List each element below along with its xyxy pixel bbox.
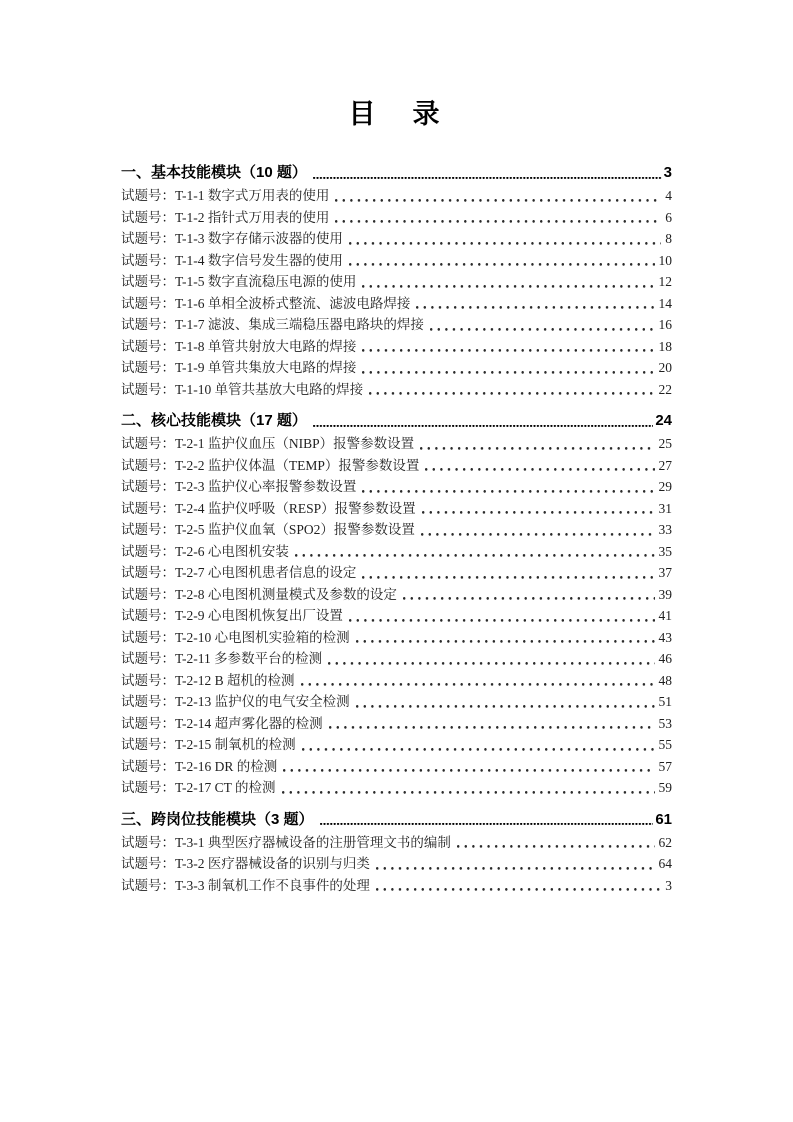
entry-label: 试题号：T-2-8 心电图机测量模式及参数的设定 bbox=[121, 586, 397, 602]
entry-label: 试题号：T-2-13 监护仪的电气安全检测 bbox=[121, 694, 350, 709]
page-content bbox=[121, 0, 672, 896]
toc-entry[interactable] bbox=[121, 293, 672, 315]
toc-entry[interactable] bbox=[121, 562, 672, 584]
entry-page-number: 37 bbox=[658, 565, 672, 580]
entry-page-number: 27 bbox=[658, 457, 672, 473]
entry-page-number: 43 bbox=[658, 629, 672, 645]
dot-leader bbox=[356, 627, 655, 649]
dot-leader bbox=[295, 541, 655, 563]
toc-entry[interactable] bbox=[121, 314, 672, 336]
toc-entry[interactable] bbox=[121, 853, 672, 875]
section-heading-label: 二、核心技能模块（17 题） bbox=[121, 412, 307, 429]
toc-entry[interactable] bbox=[121, 670, 672, 692]
toc-entry[interactable] bbox=[121, 185, 672, 207]
entry-label: 试题号：T-2-15 制氧机的检测 bbox=[121, 737, 296, 752]
entry-label: 试题号：T-2-2 监护仪体温（TEMP）报警参数设置 bbox=[121, 457, 420, 473]
toc-entry[interactable] bbox=[121, 584, 672, 606]
entry-page-number: 53 bbox=[658, 715, 672, 731]
entry-page-number: 33 bbox=[658, 522, 672, 537]
toc-entry[interactable] bbox=[121, 271, 672, 293]
dot-leader bbox=[302, 734, 655, 756]
dot-leader bbox=[362, 336, 654, 358]
dot-leader bbox=[320, 808, 654, 832]
entry-page-number: 62 bbox=[658, 834, 672, 850]
entry-page-number: 59 bbox=[658, 780, 672, 795]
entry-label: 试题号：T-1-4 数字信号发生器的使用 bbox=[121, 252, 343, 268]
dot-leader bbox=[457, 832, 655, 854]
entry-page-number: 14 bbox=[658, 295, 672, 311]
entry-page-number: 20 bbox=[658, 360, 672, 375]
dot-leader bbox=[313, 161, 662, 185]
entry-label: 试题号：T-1-8 单管共射放大电路的焊接 bbox=[121, 338, 357, 354]
entry-page-number: 16 bbox=[658, 317, 672, 332]
toc-entry[interactable] bbox=[121, 379, 672, 401]
toc-entry[interactable] bbox=[121, 734, 672, 756]
entry-label: 试题号：T-1-6 单相全波桥式整流、滤波电路焊接 bbox=[121, 295, 411, 311]
entry-page-number: 35 bbox=[658, 543, 672, 559]
dot-leader bbox=[349, 228, 661, 250]
toc-section bbox=[121, 409, 672, 799]
dot-leader bbox=[369, 379, 654, 401]
toc-entry[interactable] bbox=[121, 357, 672, 379]
dot-leader bbox=[335, 207, 661, 229]
dot-leader bbox=[362, 562, 654, 584]
toc-entry[interactable] bbox=[121, 832, 672, 854]
toc-entry[interactable] bbox=[121, 207, 672, 229]
entry-label: 试题号：T-1-9 单管共集放大电路的焊接 bbox=[121, 360, 357, 375]
toc-entry[interactable] bbox=[121, 713, 672, 735]
entry-page-number: 31 bbox=[658, 500, 672, 516]
dot-leader bbox=[420, 433, 654, 455]
entry-page-number: 57 bbox=[658, 758, 672, 774]
toc-entry[interactable] bbox=[121, 541, 672, 563]
toc-section bbox=[121, 161, 672, 400]
toc-entry[interactable] bbox=[121, 476, 672, 498]
entry-page-number: 51 bbox=[658, 694, 672, 709]
dot-leader bbox=[376, 875, 661, 897]
entry-label: 试题号：T-2-16 DR 的检测 bbox=[121, 758, 278, 774]
dot-leader bbox=[362, 476, 654, 498]
entry-page-number: 48 bbox=[658, 672, 672, 688]
entry-label: 试题号：T-2-12 B 超机的检测 bbox=[121, 672, 295, 688]
dot-leader bbox=[422, 498, 655, 520]
entry-label: 试题号：T-2-4 监护仪呼吸（RESP）报警参数设置 bbox=[121, 500, 416, 516]
entry-label: 试题号：T-2-17 CT 的检测 bbox=[121, 780, 276, 795]
entry-label: 试题号：T-1-1 数字式万用表的使用 bbox=[121, 188, 330, 203]
dot-leader bbox=[283, 756, 654, 778]
entry-page-number: 6 bbox=[665, 209, 672, 225]
dot-leader bbox=[430, 314, 655, 336]
entry-label: 试题号：T-3-1 典型医疗器械设备的注册管理文书的编制 bbox=[121, 834, 451, 850]
dot-leader bbox=[349, 605, 655, 627]
entry-label: 试题号：T-2-14 超声雾化器的检测 bbox=[121, 715, 323, 731]
toc-section bbox=[121, 808, 672, 897]
entry-page-number: 25 bbox=[658, 436, 672, 451]
entry-page-number: 55 bbox=[658, 737, 672, 752]
entry-page-number: 46 bbox=[658, 651, 672, 666]
entry-page-number: 29 bbox=[658, 479, 672, 494]
toc-entry[interactable] bbox=[121, 498, 672, 520]
entry-label: 试题号：T-2-7 心电图机患者信息的设定 bbox=[121, 565, 357, 580]
entry-label: 试题号：T-1-3 数字存储示波器的使用 bbox=[121, 231, 343, 246]
toc-entry[interactable] bbox=[121, 336, 672, 358]
section-heading[interactable] bbox=[121, 409, 672, 433]
entry-page-number: 10 bbox=[658, 252, 672, 268]
entry-label: 试题号：T-2-9 心电图机恢复出厂设置 bbox=[121, 608, 343, 623]
entry-page-number: 12 bbox=[658, 274, 672, 289]
dot-leader bbox=[328, 648, 654, 670]
entry-label: 试题号：T-1-7 滤波、集成三端稳压器电路块的焊接 bbox=[121, 317, 424, 332]
section-page-number: 24 bbox=[655, 412, 672, 429]
section-heading[interactable] bbox=[121, 808, 672, 832]
toc-entry[interactable] bbox=[121, 691, 672, 713]
page-title: 目 录 bbox=[348, 99, 445, 129]
toc-entry[interactable] bbox=[121, 777, 672, 799]
entry-label: 试题号：T-2-5 监护仪血氧（SPO2）报警参数设置 bbox=[121, 522, 415, 537]
entry-page-number: 8 bbox=[665, 231, 672, 246]
toc-entry[interactable] bbox=[121, 756, 672, 778]
entry-page-number: 18 bbox=[658, 338, 672, 354]
dot-leader bbox=[421, 519, 655, 541]
section-heading-label: 一、基本技能模块（10 题） bbox=[121, 164, 307, 181]
entry-label: 试题号：T-2-1 监护仪血压（NIBP）报警参数设置 bbox=[121, 436, 415, 451]
toc-entry[interactable] bbox=[121, 648, 672, 670]
dot-leader bbox=[329, 713, 655, 735]
entry-label: 试题号：T-1-10 单管共基放大电路的焊接 bbox=[121, 381, 364, 397]
entry-page-number: 64 bbox=[658, 856, 672, 871]
entry-page-number: 22 bbox=[658, 381, 672, 397]
dot-leader bbox=[425, 455, 654, 477]
dot-leader bbox=[403, 584, 655, 606]
entry-label: 试题号：T-2-3 监护仪心率报警参数设置 bbox=[121, 479, 357, 494]
entry-page-number: 3 bbox=[665, 877, 672, 893]
entry-label: 试题号：T-1-2 指针式万用表的使用 bbox=[121, 209, 330, 225]
entry-label: 试题号：T-1-5 数字直流稳压电源的使用 bbox=[121, 274, 357, 289]
entry-page-number: 41 bbox=[658, 608, 672, 623]
dot-leader bbox=[376, 853, 655, 875]
dot-leader bbox=[349, 250, 655, 272]
dot-leader bbox=[313, 409, 653, 433]
dot-leader bbox=[362, 271, 654, 293]
entry-page-number: 4 bbox=[665, 188, 672, 203]
entry-page-number: 39 bbox=[658, 586, 672, 602]
dot-leader bbox=[301, 670, 655, 692]
section-heading[interactable] bbox=[121, 161, 672, 185]
toc-entry[interactable] bbox=[121, 519, 672, 541]
toc-entry[interactable] bbox=[121, 627, 672, 649]
section-heading-label: 三、跨岗位技能模块（3 题） bbox=[121, 810, 314, 828]
dot-leader bbox=[335, 185, 661, 207]
toc-entry[interactable] bbox=[121, 250, 672, 272]
toc-entry[interactable] bbox=[121, 605, 672, 627]
entry-label: 试题号：T-2-10 心电图机实验箱的检测 bbox=[121, 629, 350, 645]
dot-leader bbox=[362, 357, 654, 379]
entry-label: 试题号：T-3-3 制氧机工作不良事件的处理 bbox=[121, 877, 370, 893]
section-page-number: 61 bbox=[655, 810, 672, 828]
section-page-number: 3 bbox=[663, 164, 672, 181]
entry-label: 试题号：T-2-11 多参数平台的检测 bbox=[121, 651, 323, 666]
dot-leader bbox=[416, 293, 654, 315]
dot-leader bbox=[282, 777, 655, 799]
dot-leader bbox=[356, 691, 655, 713]
toc-entry[interactable] bbox=[121, 455, 672, 477]
toc-entry[interactable] bbox=[121, 875, 672, 897]
toc-entry[interactable] bbox=[121, 228, 672, 250]
entry-label: 试题号：T-2-6 心电图机安装 bbox=[121, 543, 289, 559]
toc-entry[interactable] bbox=[121, 433, 672, 455]
entry-label: 试题号：T-3-2 医疗器械设备的识别与归类 bbox=[121, 856, 370, 871]
table-of-contents bbox=[121, 161, 672, 896]
